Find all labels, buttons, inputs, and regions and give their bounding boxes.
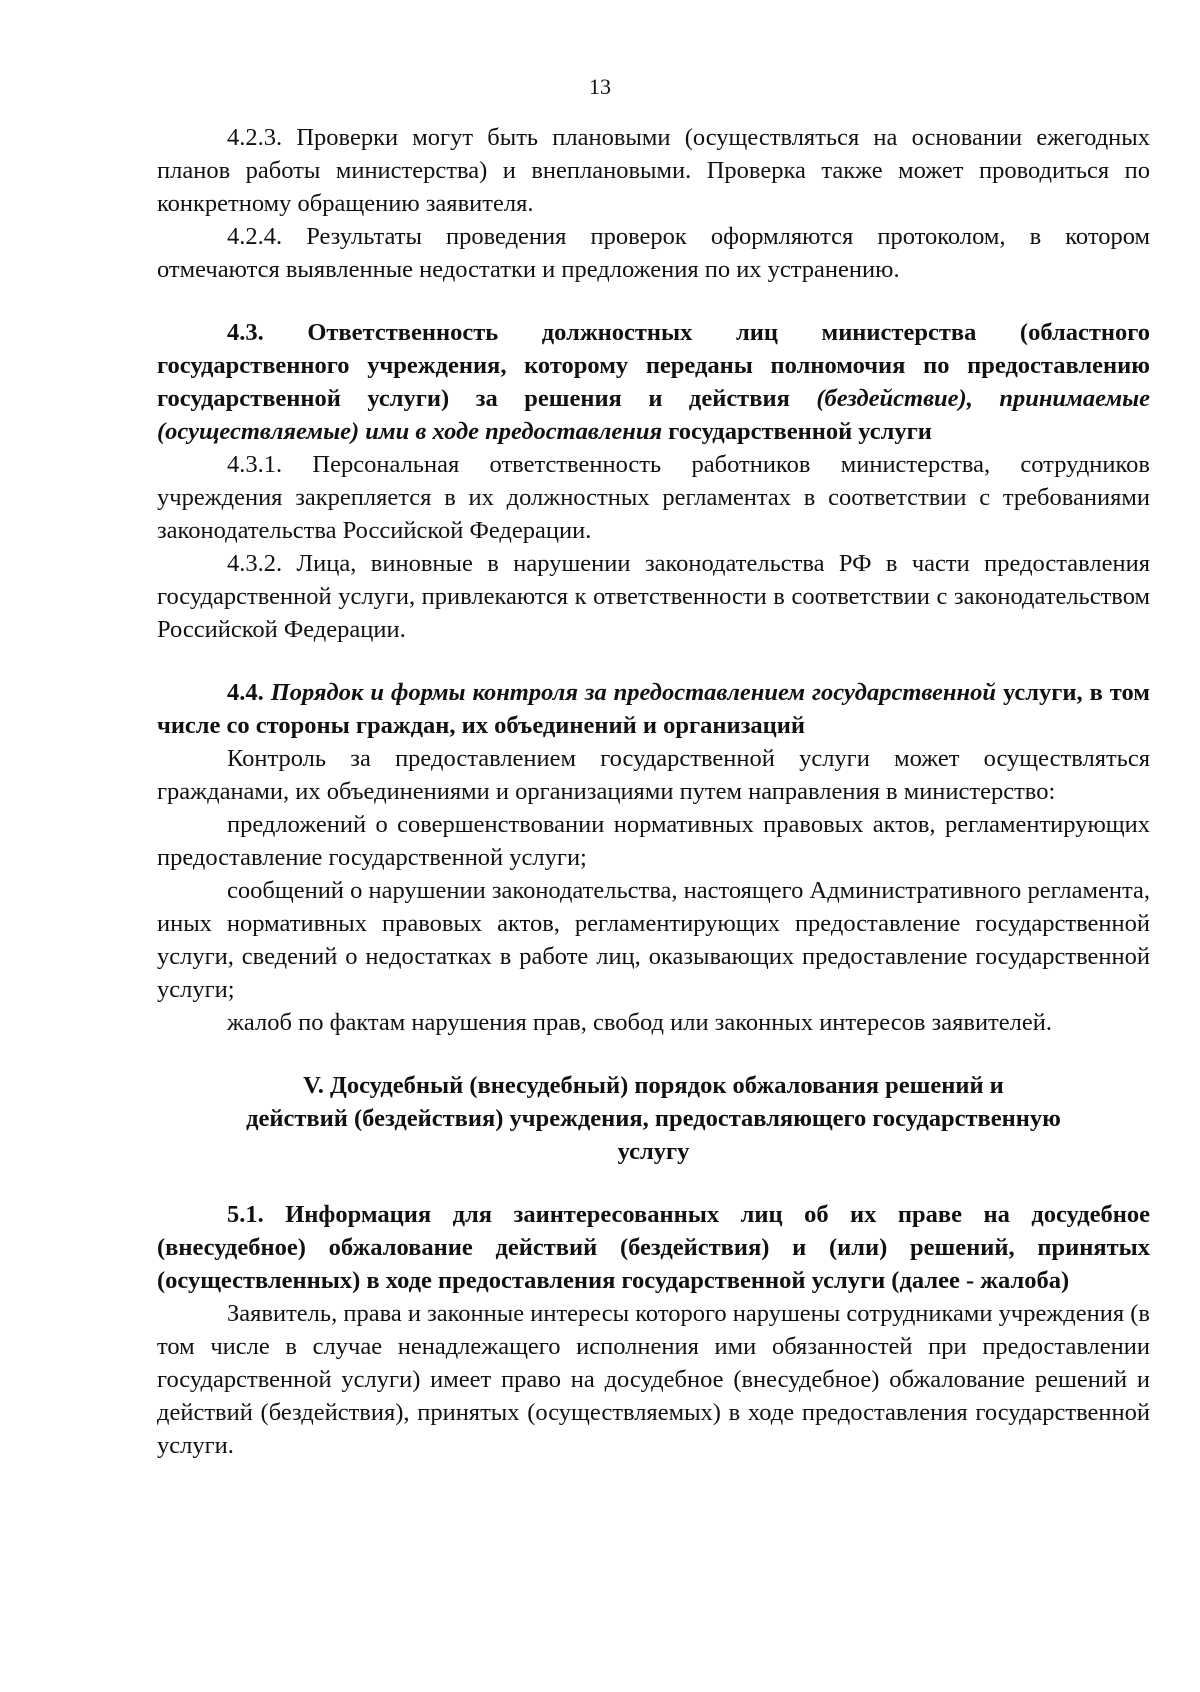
- paragraph-5-1: Заявитель, права и законные интересы которого нарушены сотрудниками учреждения (в том числе в случае ненадлежащего исполнения ими обязанностей при предоставлении государственной услуги) имеет право на досудебное (внесудебное) обжалование решений и действий (бездействия), принятых (осуществляемых) в ходе предоставления государственной услуги.: [157, 1300, 1150, 1459]
- paragraph-4-4-item2: сообщений о нарушении законодательства, настоящего Административного регламента, иных нормативных правовых актов, регламентирующих предоставление государственной услуги, сведений о недостатках в работе лиц, оказывающих предоставление государственной услуги;: [157, 877, 1150, 1003]
- heading-4-3: [157, 316, 1150, 448]
- paragraph-4-4-item3: жалоб по фактам нарушения прав, свобод или законных интересов заявителей.: [227, 1009, 1052, 1036]
- heading-4-4: [157, 676, 1150, 742]
- section-V-title: [157, 1069, 1150, 1168]
- heading-4-3-part1: 4.3. Ответственность должностных лиц министерства (областного государственного учреждения, которому переданы полномочия по предоставлению государственной услуги) за решения и действия: [157, 319, 1150, 412]
- heading-4-3-part2: (бездействие), принимаемые (осуществляемые) ими в ходе предоставления: [157, 385, 1150, 445]
- section-V-line3: услугу: [617, 1138, 690, 1165]
- document-body: [157, 121, 1150, 1462]
- heading-4-4-rest: услуги, в том числе со стороны граждан, их объединений и организаций: [157, 679, 1150, 739]
- section-V-line1: V. Досудебный (внесудебный) порядок обжалования решений и: [303, 1072, 1004, 1099]
- paragraph-4-4-intro: Контроль за предоставлением государственной услуги может осуществляться гражданами, их объединениями и организациями путем направления в министерство:: [157, 745, 1150, 805]
- paragraph-4-2-4: 4.2.4. Результаты проведения проверок оформляются протоколом, в котором отмечаются выявленные недостатки и предложения по их устранению.: [157, 223, 1150, 283]
- paragraph-4-2-3: 4.2.3. Проверки могут быть плановыми (осуществляться на основании ежегодных планов работы министерства) и внеплановыми. Проверка также может проводиться по конкретному обращению заявителя.: [157, 124, 1150, 217]
- heading-4-4-italic: Порядок и формы контроля за предоставлением государственной: [270, 679, 996, 706]
- paragraph-4-3-2: 4.3.2. Лица, виновные в нарушении законодательства РФ в части предоставления государственной услуги, привлекаются к ответственности в соответствии с законодательством Российской Федерации.: [157, 550, 1150, 643]
- heading-4-3-part3: государственной услуги: [668, 418, 932, 445]
- section-V-line2: действий (бездействия) учреждения, предоставляющего государственную: [246, 1105, 1061, 1132]
- paragraph-4-3-1: 4.3.1. Персональная ответственность работников министерства, сотрудников учреждения закрепляется в их должностных регламентах в соответствии с требованиями законодательства Российской Федерации.: [157, 451, 1150, 544]
- paragraph-4-4-item1: предложений о совершенствовании нормативных правовых актов, регламентирующих предоставление государственной услуги;: [157, 811, 1150, 871]
- heading-4-4-num: 4.4.: [227, 679, 264, 706]
- page-number: 13: [589, 74, 611, 99]
- heading-5-1: 5.1. Информация для заинтересованных лиц об их праве на досудебное (внесудебное) обжалование действий (бездействия) и (или) решений, принятых (осуществленных) в ходе предоставления государственной услуги (далее - жалоба): [157, 1201, 1150, 1294]
